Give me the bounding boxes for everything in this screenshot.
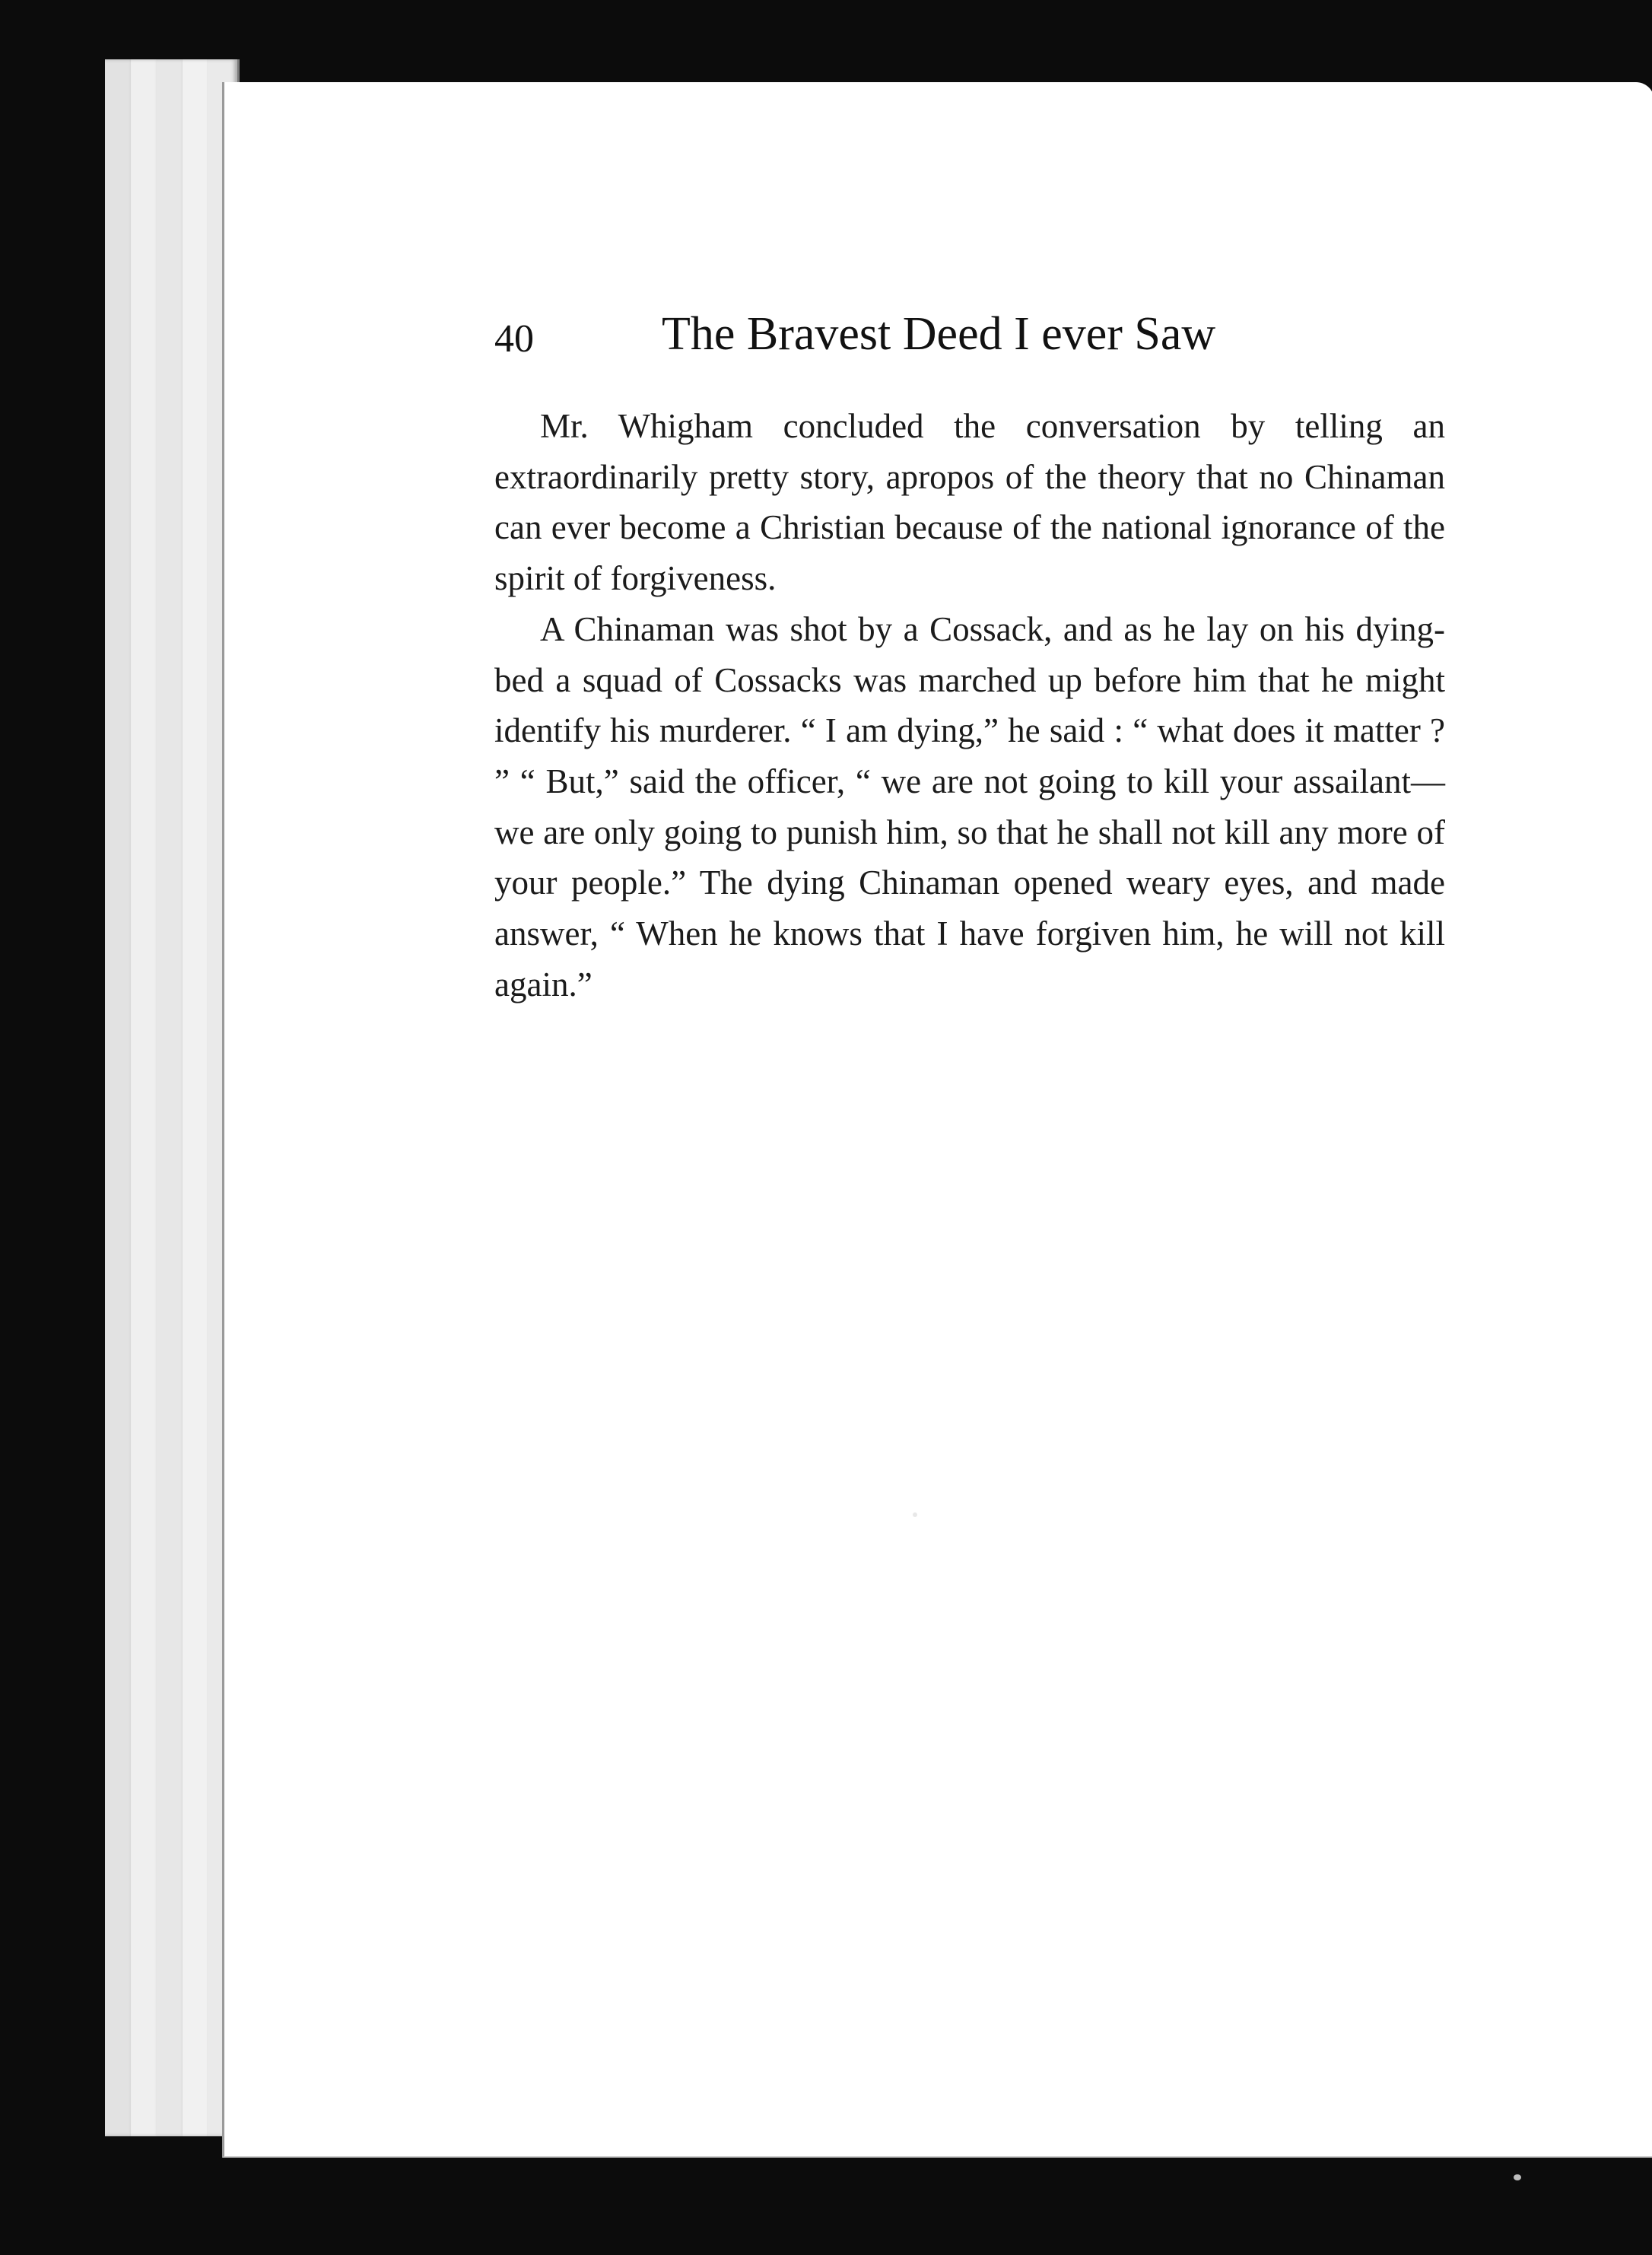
page-number: 40 xyxy=(494,317,534,361)
body-text xyxy=(494,401,1445,1010)
running-title: The Bravest Deed I ever Saw xyxy=(662,308,1216,360)
scan-speck xyxy=(1514,2174,1521,2180)
paragraph: Mr. Whigham concluded the conversation by telling an extraordinarily pretty story, apropos of the theory that no Chinaman can ever become a Christian because of the national ignorance of the spirit of forgiveness. xyxy=(494,407,1445,598)
paragraph: A Chinaman was shot by a Cossack, and as he lay on his dying-bed a squad of Cossacks was marched up before him that he might identify his murderer. “ I am dying,” he said : “ what does it matter ? ” “ But,” said the officer, “ we are not going to kill your assailant—we are only going to punish him, so that he shall not kill any more of your people.” The dying Chinaman opened weary eyes, and made answer, “ When he knows that I have forgiven him, he will not kill again.” xyxy=(494,609,1445,1003)
running-head xyxy=(494,307,1304,376)
scan-speck xyxy=(913,1512,917,1517)
book-page xyxy=(222,82,1652,2158)
book-page-edges xyxy=(105,59,239,2136)
